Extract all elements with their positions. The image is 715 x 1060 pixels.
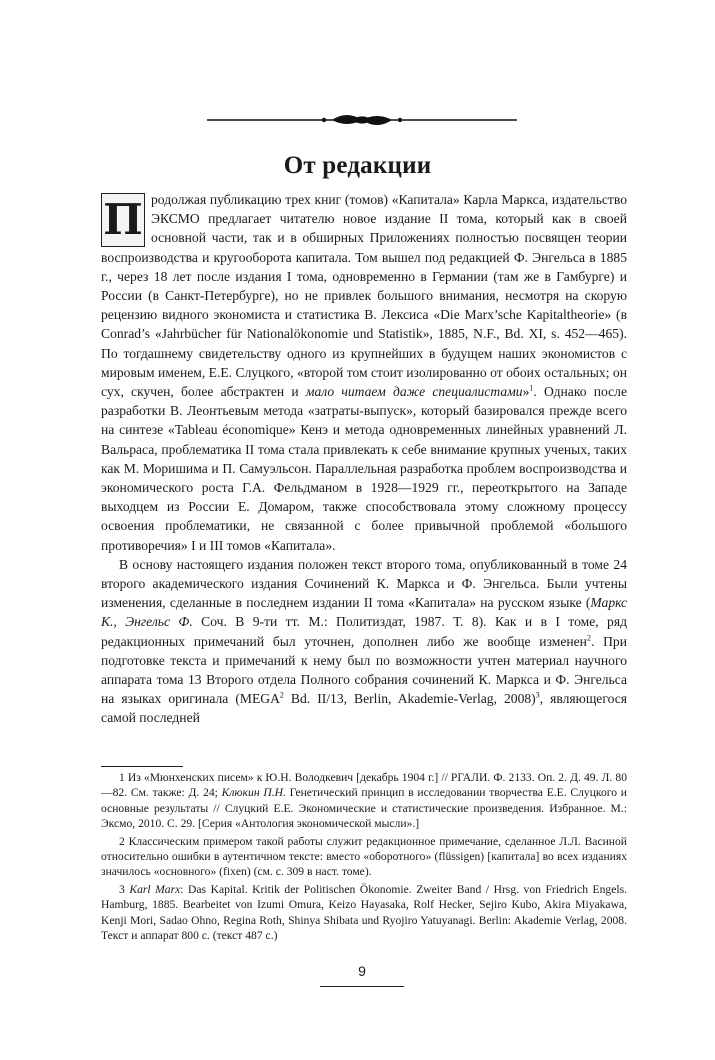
page-number: 9 — [358, 963, 366, 979]
footnote-separator — [101, 766, 183, 767]
page-title: От редакции — [283, 152, 432, 179]
paragraph-2: В основу настоящего издания положен текст второго тома, опубликованный в томе 24 второго академического издания Сочинений К. Маркса и Ф. Энгельса. Были учтены изменения, сделанные в последнем издании II тома «Капитала» на русском языке (Маркс К., Энгельс Ф. Соч. В 9-ти тт. М.: Политиздат, 1987. Т. 8). Как и в I томе, ряд редакционных примечаний был уточнен, дополнен либо же вообще изменен$^2$. При подготовке текста и примечаний к нему был по возможности учтен материал научного аппарата тома 13 Второго отдела Полного собрания сочинений К. Маркса и Ф. Энгельса на языках оригинала (MEGA$^2$ Bd. II/13, Berlin, Akademie-Verlag, 2008)$^3$, являющегося самой последней — [101, 556, 627, 726]
drop-cap: П — [101, 193, 145, 247]
page-number-rule — [320, 986, 404, 987]
footnote-ref-3: 3 — [535, 690, 540, 700]
paragraph-1: П родолжая публикацию трех книг (томов) «Капитала» Карла Маркса, издательство ЭКСМО предлагает читателю новое издание II тома, который как в своей основной части, так и в обширных Приложениях полностью посвящен теории воспроизводства и кругооборота капитала. Том вышел под редакцией Ф. Энгельса в 1885 г., через 18 лет после издания I тома, одновременно в Германии (там же в Гамбурге) и России (в Санкт-Петербурге), но не привлек большого внимания, несмотря на скорую рецензию видного экономиста и статистика В. Лексиса «Die Marx’sche Kapitaltheorie» (в Conrad’s «Jahrbücher für Nationalökonomie und Statistik», 1885, N.F., Bd. XI, s. 452—465). По тогдашнему свидетельству одного из крупнейших в будущем наших экономистов с мировым именем, Е.Е. Слуцкого, «второй том стоит изолированно от обоих остальных; он сух, скучен, более абстрактен и мало читаем даже специалистами»$^1$. Однако после разработки В. Леонтьевым метода «затраты-выпуск», который базировался прежде всего на синтезе «Tableau économique» Кенэ и метода одновременных линейных уравнений Л. Вальраса, проблематика II тома стала привлекать к себе внимание крупных ученых, таких как М. Моришима и П. Самуэльсон. Параллельная разработка проблем воспроизводства и экономического роста Г.А. Фельдманом в 1928—1929 гг., переоткрытого на Западе выходцем из России Е. Домаром, также способствовала этому сложному процессу освоения проблематики, не связанной с более привычной проблемой «большого противоречия» I и III томов «Капитала». — [101, 192, 627, 553]
footnote-1: 1 Из «Мюнхенских писем» к Ю.Н. Володкевич [декабрь 1904 г.] // РГАЛИ. Ф. 2133. Оп. 2. Д. 49. Л. 80—82. См. также: Д. 24; Клюкин П.Н. Генетический принцип в исследовании творчества Е.Е. Слуцкого и основные результаты // Слуцкий Е.Е. Экономические и статистические произведения. Избранное. М.: Эксмо, 2010. С. 29. [Серия «Антология экономической мысли».] — [101, 771, 627, 831]
footnote-ref-1: 1 — [529, 383, 534, 393]
main-text — [101, 190, 627, 728]
footnote-ref-2: 2 — [586, 633, 591, 643]
footnote-2: 2 Классическим примером такой работы служит редакционное примечание, сделанное Л.Л. Васиной относительно ошибки в аутентичном тексте: вместо «оборотного» (flüssigen) [капитала] во всех изданиях значилось «основного» (fixen) (см. с. 309 в наст. томе). — [101, 834, 627, 879]
footnotes — [101, 770, 627, 945]
footnote-3: 3 Karl Marx: Das Kapital. Kritik der Politischen Ökonomie. Zweiter Band / Hrsg. von Friedrich Engels. Hamburg, 1885. Bearbeitet von Izumi Omura, Keizo Hayasaka, Rolf Hecker, Sejiro Kubo, Akira Miyakawa, Kenji Mori, Sadao Ohno, Regina Roth, Shinya Shibata und Ryojiro Yatuyanagi. Berlin: Akademie Verlag, 2008. Текст и аппарат 800 с. (текст 487 с.) — [101, 882, 627, 943]
header-ornament — [205, 108, 519, 132]
